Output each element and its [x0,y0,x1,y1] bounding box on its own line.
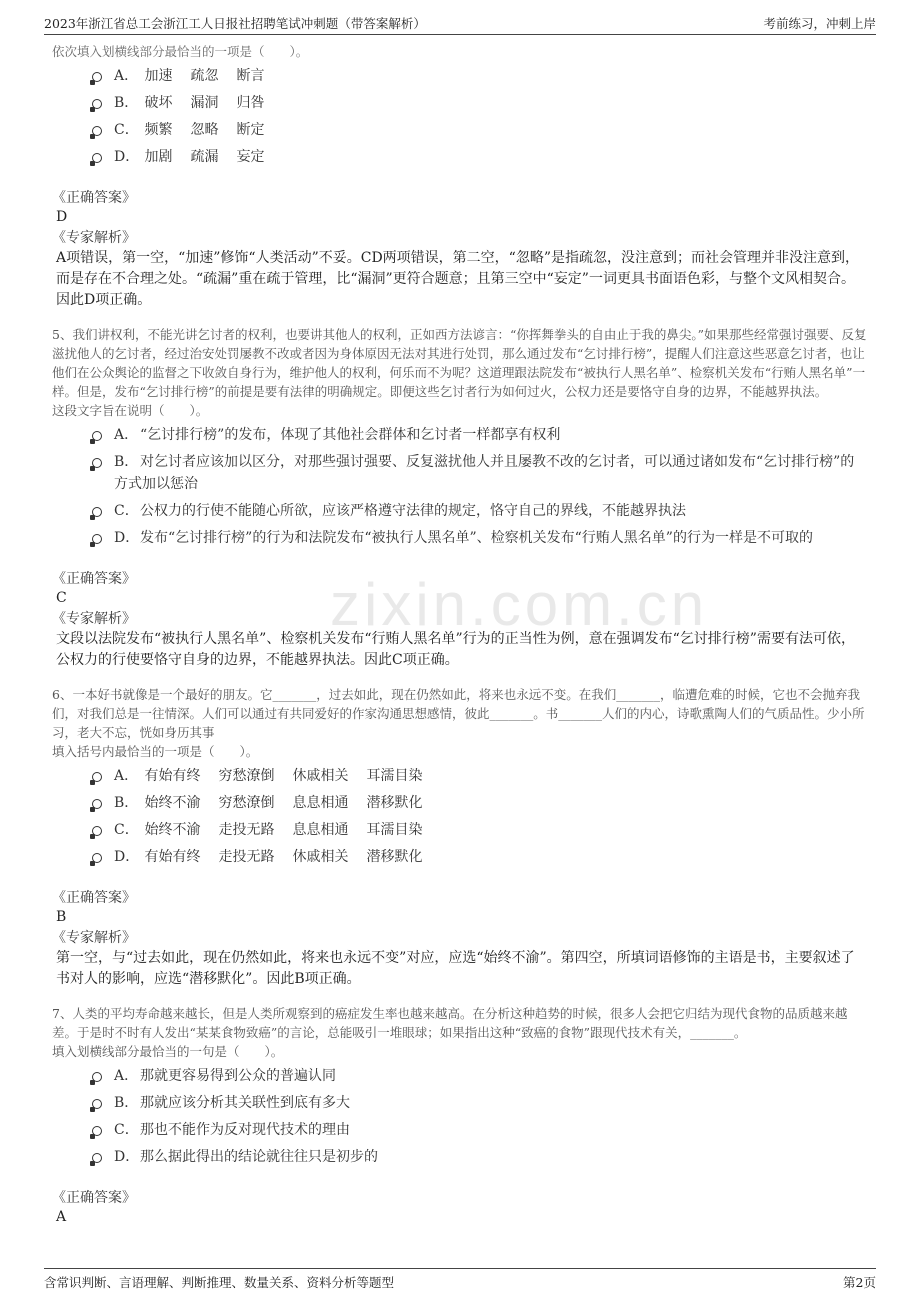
radio-icon[interactable] [92,1072,102,1082]
radio-icon[interactable] [92,126,102,136]
q5-option-d[interactable]: D．发布“乞讨排行榜”的行为和法院发布“被执行人黑名单”、检察机关发布“行贿人黑名单”的行为一样是不可取的 [92,527,868,549]
q6-answer: B [56,909,67,925]
q7-option-d[interactable]: D．那么据此得出的结论就往往只是初步的 [92,1146,868,1168]
q6-option-c[interactable]: C． 始终不渝 走投无路 息息相通 耳濡目染 [92,819,868,841]
q5-answer-label: 《正确答案》 [52,571,136,587]
q4-analysis-label: 《专家解析》 [52,230,136,246]
radio-icon[interactable] [92,1126,102,1136]
q7-options [92,1065,868,1168]
q5-analysis: 文段以法院发布“被执行人黑名单”、检察机关发布“行贿人黑名单”行为的正当性为例，意在强调发布“乞讨排行榜”需要有法可依，公权力的行使要恪守自身的边界，不能越界执法。因此C项正确。 [56,631,855,668]
q6-stem: 6、一本好书就像是一个最好的朋友。它_______，过去如此，现在仍然如此，将来也永远不变。在我们_______，临遭危难的时候，它也不会抛弃我们，对我们总是一往情深。人们可以通过有共同爱好的作家沟通思想感情，彼此_______。书_______人们的内心，诗歌熏陶人们的气质品性。少小所习，老大不忘，恍如身历其事 [52,687,865,740]
q4-answer: D [56,209,68,225]
radio-icon[interactable] [92,772,102,782]
radio-icon[interactable] [92,72,102,82]
radio-icon[interactable] [92,853,102,863]
q7-answer-label: 《正确答案》 [52,1190,136,1206]
q7-prompt: 填入划横线部分最恰当的一句是（ ）。 [52,1044,284,1059]
q6-prompt: 填入括号内最恰当的一项是（ ）。 [52,744,259,759]
radio-icon[interactable] [92,431,102,441]
watermark: zixin.com.cn [330,571,709,638]
q7-stem: 7、人类的平均寿命越来越长，但是人类所观察到的癌症发生率也越来越高。在分析这种趋势的时候，很多人会把它归结为现代食物的品质越来越差。于是时不时有人发出“某某食物致癌”的言论，总能吸引一堆眼球；如果指出这种“致癌的食物”跟现代技术有关，_______。 [52,1006,848,1040]
q7-option-a[interactable]: A． 那就更容易得到公众的普遍认同 [92,1065,868,1087]
q7-option-c[interactable]: C．那也不能作为反对现代技术的理由 [92,1119,868,1141]
q5-option-c[interactable]: C．公权力的行使不能随心所欲，应该严格遵守法律的规定，恪守自己的界线，不能越界执法 [92,500,868,522]
q5-answer: C [56,590,67,606]
q4-option-a[interactable]: A． 加速 疏忽 断言 [92,65,868,87]
q6-answer-label: 《正确答案》 [52,890,136,906]
radio-icon[interactable] [92,153,102,163]
q7-option-b[interactable]: B． 那就应该分析其关联性到底有多大 [92,1092,868,1114]
q4-options [92,65,868,168]
radio-icon[interactable] [92,507,102,517]
page-header [44,10,876,35]
radio-icon[interactable] [92,799,102,809]
radio-icon[interactable] [92,1153,102,1163]
document-title: 2023年浙江省总工会浙江工人日报社招聘笔试冲刺题（带答案解析） [44,16,426,31]
q7-answer: A [56,1209,67,1225]
q6-option-b[interactable]: B． 始终不渝 穷愁潦倒 息息相通 潜移默化 [92,792,868,814]
footer-topics: 含常识判断、言语理解、判断推理、数量关系、资料分析等题型 [44,1275,395,1290]
q4-prompt: 依次填入划横线部分最恰当的一项是（ ）。 [52,44,309,59]
page-content [52,42,868,1229]
radio-icon[interactable] [92,826,102,836]
q6-option-d[interactable]: D． 有始有终 走投无路 休戚相关 潜移默化 [92,846,868,868]
header-slogan: 考前练习，冲刺上岸 [763,16,876,31]
radio-icon[interactable] [92,458,102,468]
radio-icon[interactable] [92,99,102,109]
q6-options [92,765,868,868]
q5-prompt: 这段文字旨在说明（ ）。 [52,403,209,418]
q4-option-c[interactable]: C． 频繁 忽略 断定 [92,119,868,141]
q4-option-d[interactable]: D． 加剧 疏漏 妄定 [92,146,868,168]
q6-analysis-label: 《专家解析》 [52,930,136,946]
q5-options [92,424,868,549]
radio-icon[interactable] [92,534,102,544]
q4-answer-label: 《正确答案》 [52,190,136,206]
page-number: 第2页 [843,1275,876,1290]
q5-stem: 5、我们讲权利，不能光讲乞讨者的权利，也要讲其他人的权利，正如西方法谚言：“你挥舞拳头的自由止于我的鼻尖。”如果那些经常强讨强要、反复滋扰他人的乞讨者，经过治安处罚屡教不改或者因为身体原因无法对其进行处罚，那么通过发布“乞讨排行榜”，提醒人们注意这些恶意乞讨者，也让他们在公众舆论的监督之下收敛自身行为，维护他人的权利，何乐而不为呢？这道理跟法院发布“被执行人黑名单”、检察机关发布“行贿人黑名单”一样。但是，发布“乞讨排行榜”的前提是要有法律的明确规定。即便这些乞讨者行为如何过火，公权力还是要恪守自身的边界，不能越界执法。 [52,327,867,399]
q4-option-b[interactable]: B． 破坏 漏洞 归咎 [92,92,868,114]
q5-analysis-label: 《专家解析》 [52,611,136,627]
q5-option-a[interactable]: A． “乞讨排行榜”的发布，体现了其他社会群体和乞讨者一样都享有权利 [92,424,868,446]
q6-option-a[interactable]: A． 有始有终 穷愁潦倒 休戚相关 耳濡目染 [92,765,868,787]
q6-analysis: 第一空，与“过去如此，现在仍然如此，将来也永远不变”对应，应选“始终不渝”。第四空，所填词语修饰的主语是书，主要叙述了书对人的影响，应选“潜移默化”。因此B项正确。 [56,950,855,987]
q4-analysis: A项错误，第一空，“加速”修饰“人类活动”不妥。CD两项错误，第二空，“忽略”是指疏忽，没注意到；而社会管理并非没注意到，而是存在不合理之处。“疏漏”重在疏于管理，比“漏洞”更符合题意；且第三空中“妄定”一词更具书面语色彩，与整个文风相契合。因此D项正确。 [56,250,859,308]
page-footer [44,1268,876,1293]
q5-option-b[interactable]: B． 对乞讨者应该加以区分，对那些强讨强要、反复滋扰他人并且屡教不改的乞讨者，可以通过诸如发布“乞讨排行榜”的方式加以惩治 [92,451,868,495]
radio-icon[interactable] [92,1099,102,1109]
